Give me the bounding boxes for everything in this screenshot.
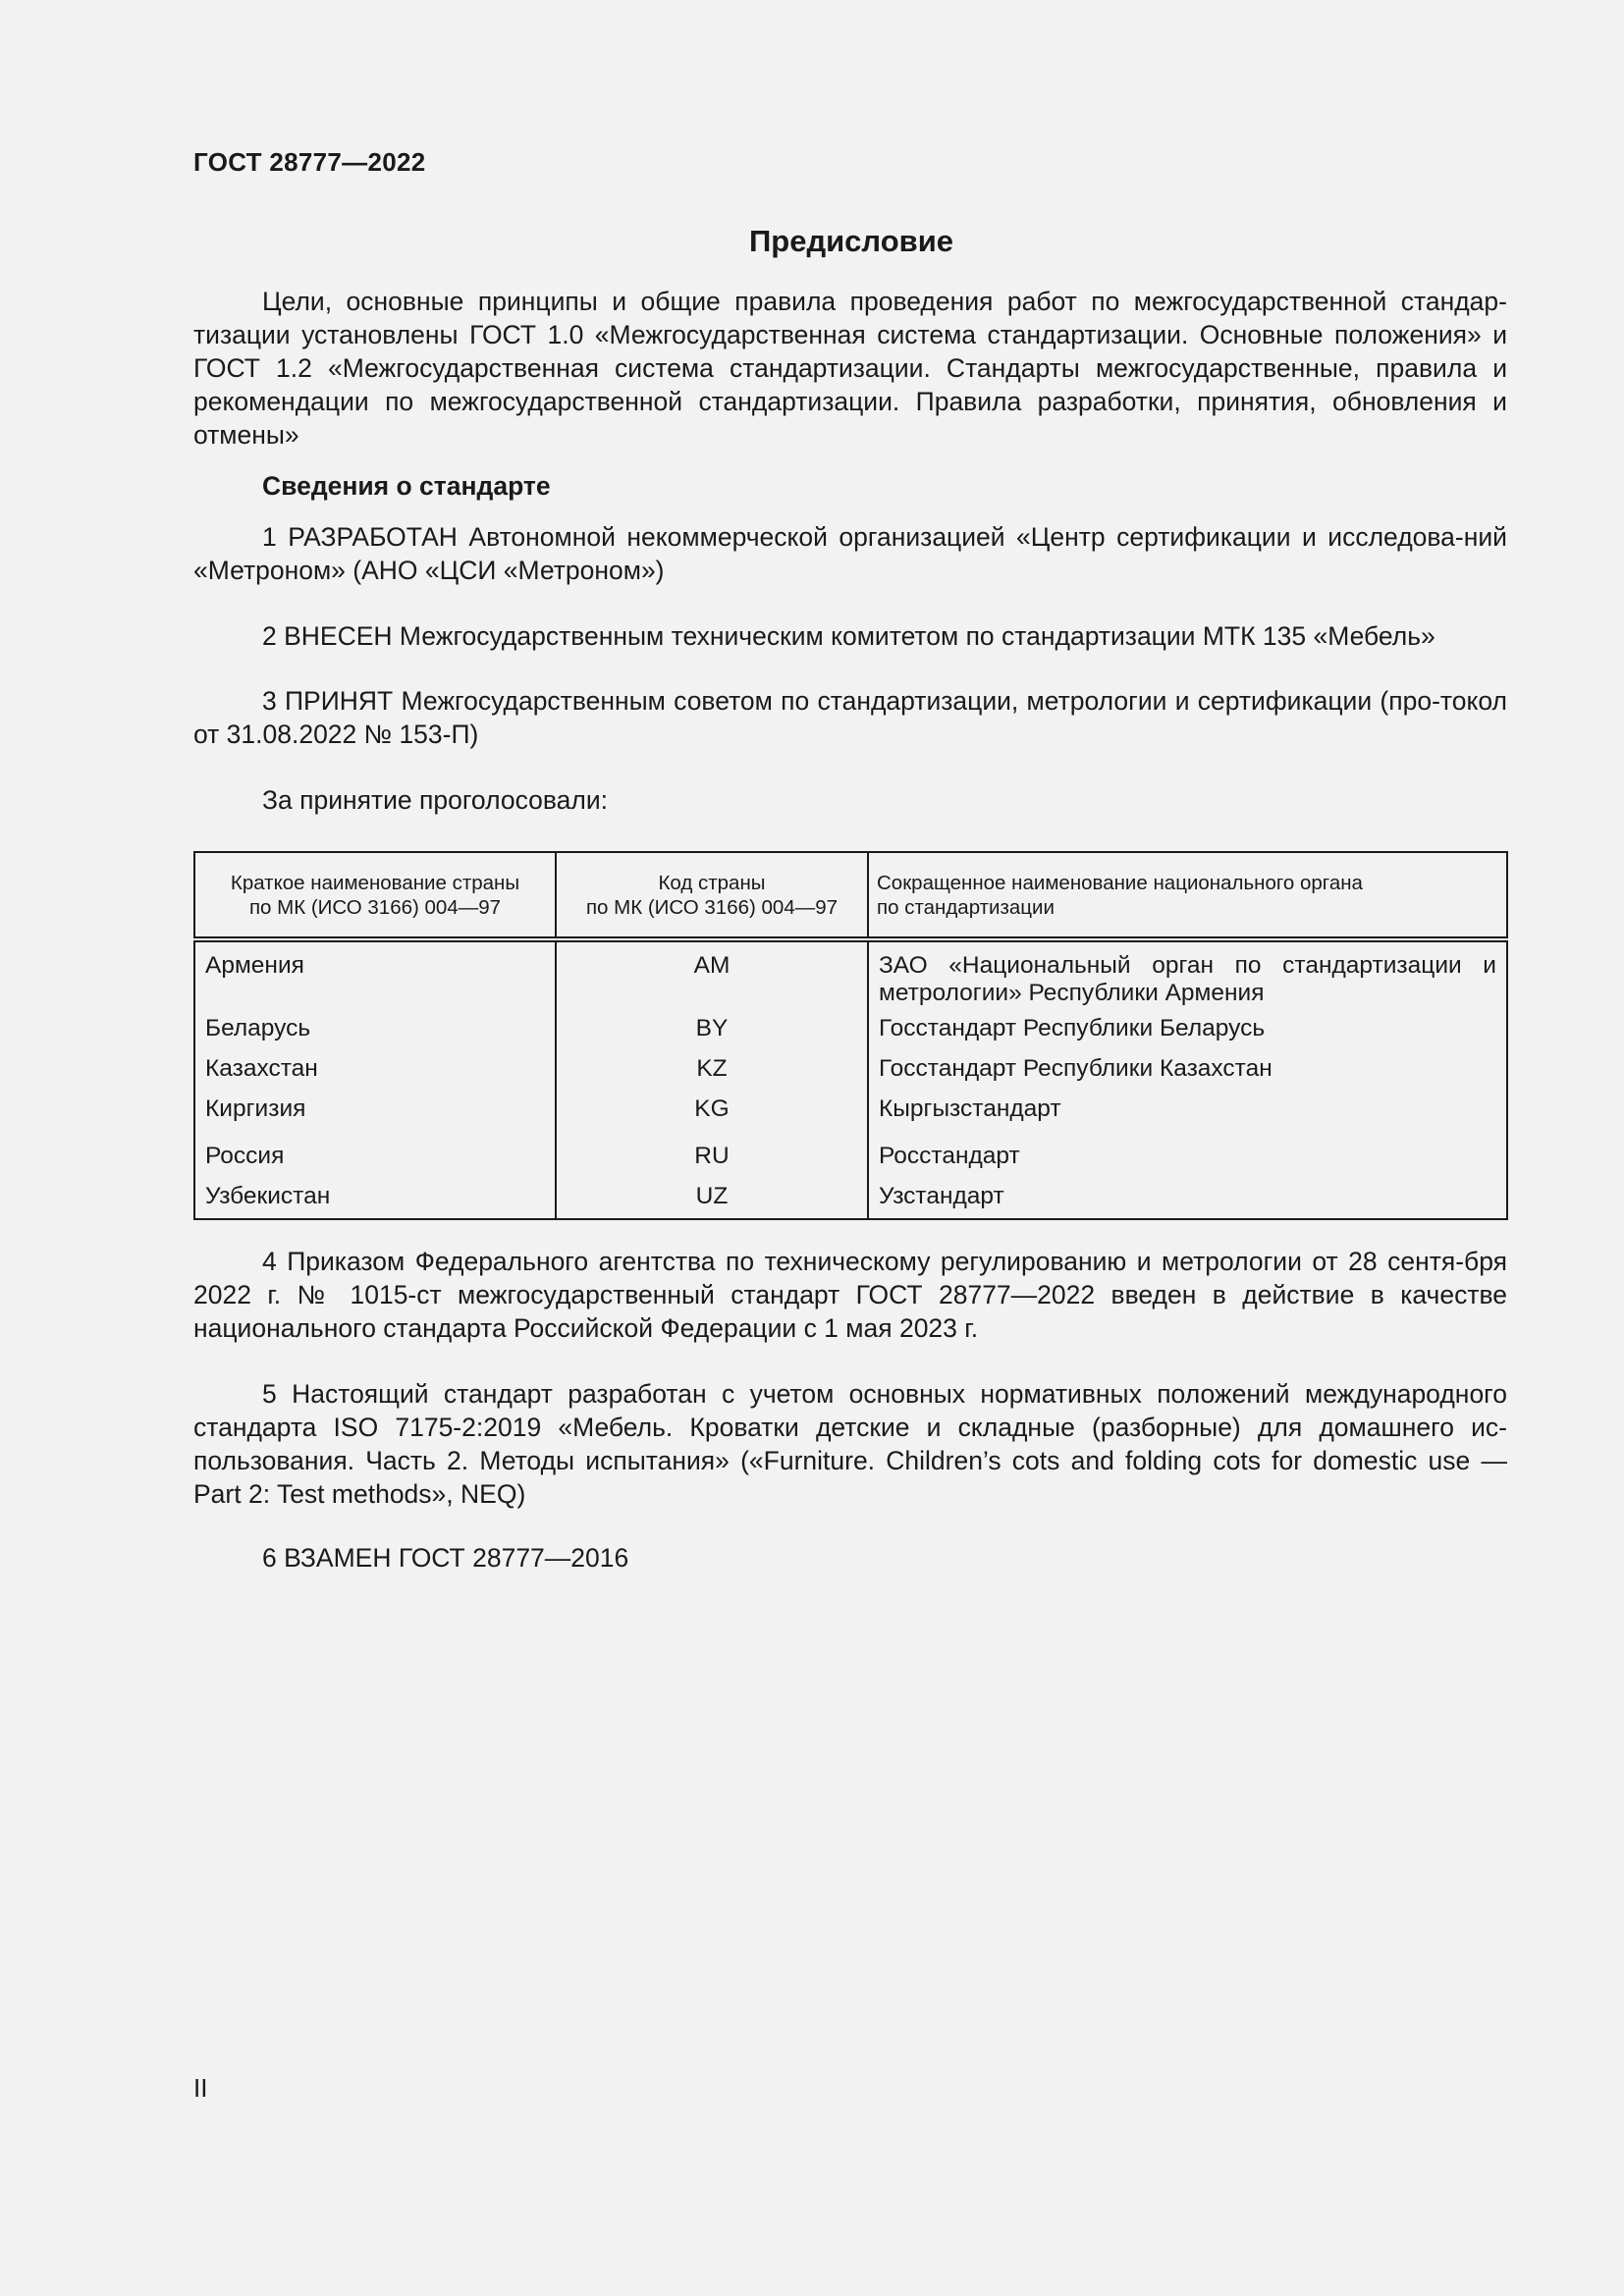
country-cell: Киргизия (194, 1094, 556, 1141)
page-title: Предисловие (748, 224, 953, 258)
header-country-code (556, 852, 868, 939)
item-2-paragraph: 2 ВНЕСЕН Межгосударственным техническим комитетом по стандартизации МТК 135 «Мебель» (262, 621, 1435, 651)
table-row (194, 1141, 1507, 1181)
header-country-name (194, 852, 556, 939)
code-cell: KG (556, 1094, 868, 1141)
item-6-paragraph: 6 ВЗАМЕН ГОСТ 28777—2016 (262, 1543, 629, 1573)
voted-label: За принятие проголосовали: (262, 785, 609, 815)
header-line: по МК (ИСО 3166) 004—97 (585, 895, 839, 919)
item-3-paragraph: 3 ПРИНЯТ Межгосударственным советом по стандартизации, метрологии и сертификации (про-токол от 31.08.2022 № 153-П) (193, 686, 1507, 749)
code-cell: AM (556, 939, 868, 1013)
country-cell: Казахстан (194, 1053, 556, 1094)
country-cell: Россия (194, 1141, 556, 1181)
header-line: по стандартизации (877, 895, 1055, 919)
header-line: Сокращенное наименование национального органа (877, 871, 1363, 894)
body-cell: Госстандарт Республики Казахстан (868, 1053, 1507, 1094)
header-line: Краткое наименование страны (230, 871, 520, 894)
table-row (194, 1013, 1507, 1053)
table-header-row (194, 852, 1507, 939)
header-line: Код страны (658, 871, 766, 894)
item-5-paragraph: 5 Настоящий стандарт разработан с учетом основных нормативных положений международного стандарта ISO 7175-2:2019 «Мебель. Кроватки детские и складные (разборные) для домашнего ис-пользования. Часть 2. Методы испытания» («Furniture. Children’s cots and folding cots for domestic use — Part 2: Test methods», NEQ) (193, 1379, 1507, 1509)
table-row (194, 939, 1507, 1013)
country-cell: Узбекистан (194, 1181, 556, 1219)
header-national-body (868, 852, 1507, 939)
table-row (194, 1094, 1507, 1141)
item-1-paragraph: 1 РАЗРАБОТАН Автономной некоммерческой организацией «Центр сертификации и исследова-ний «Метроном» (АНО «ЦСИ «Метроном») (193, 522, 1507, 585)
body-cell: ЗАО «Национальный орган по стандартизации и метрологии» Республики Армения (868, 939, 1507, 1013)
section-subheading: Сведения о стандарте (262, 471, 551, 501)
code-cell: KZ (556, 1053, 868, 1094)
page-number: II (193, 2073, 208, 2103)
table-row (194, 1053, 1507, 1094)
header-line: по МК (ИСО 3166) 004—97 (248, 895, 502, 919)
country-cell: Армения (194, 939, 556, 1013)
voting-countries-table (193, 851, 1508, 1220)
document-code-header: ГОСТ 28777—2022 (193, 147, 426, 177)
body-cell: Узстандарт (868, 1181, 1507, 1219)
body-cell: Кыргызстандарт (868, 1094, 1507, 1141)
table-row (194, 1181, 1507, 1219)
code-cell: RU (556, 1141, 868, 1181)
body-cell: Госстандарт Республики Беларусь (868, 1013, 1507, 1053)
intro-paragraph: Цели, основные принципы и общие правила проведения работ по межгосударственной стандар-тизации установлены ГОСТ 1.0 «Межгосударственная система стандартизации. Основные положения» и ГОСТ 1.2 «Межгосударственная система стандартизации. Стандарты межгосударственные, правила и рекомендации по межгосударственной стандартизации. Правила разработки, принятия, обновления и отмены» (193, 287, 1507, 450)
code-cell: UZ (556, 1181, 868, 1219)
item-4-paragraph: 4 Приказом Федерального агентства по техническому регулированию и метрологии от 28 сентя-бря 2022 г. № 1015-ст межгосударственный стандарт ГОСТ 28777—2022 введен в действие в качестве национального стандарта Российской Федерации с 1 мая 2023 г. (193, 1247, 1507, 1343)
code-cell: BY (556, 1013, 868, 1053)
country-cell: Беларусь (194, 1013, 556, 1053)
body-cell: Росстандарт (868, 1141, 1507, 1181)
